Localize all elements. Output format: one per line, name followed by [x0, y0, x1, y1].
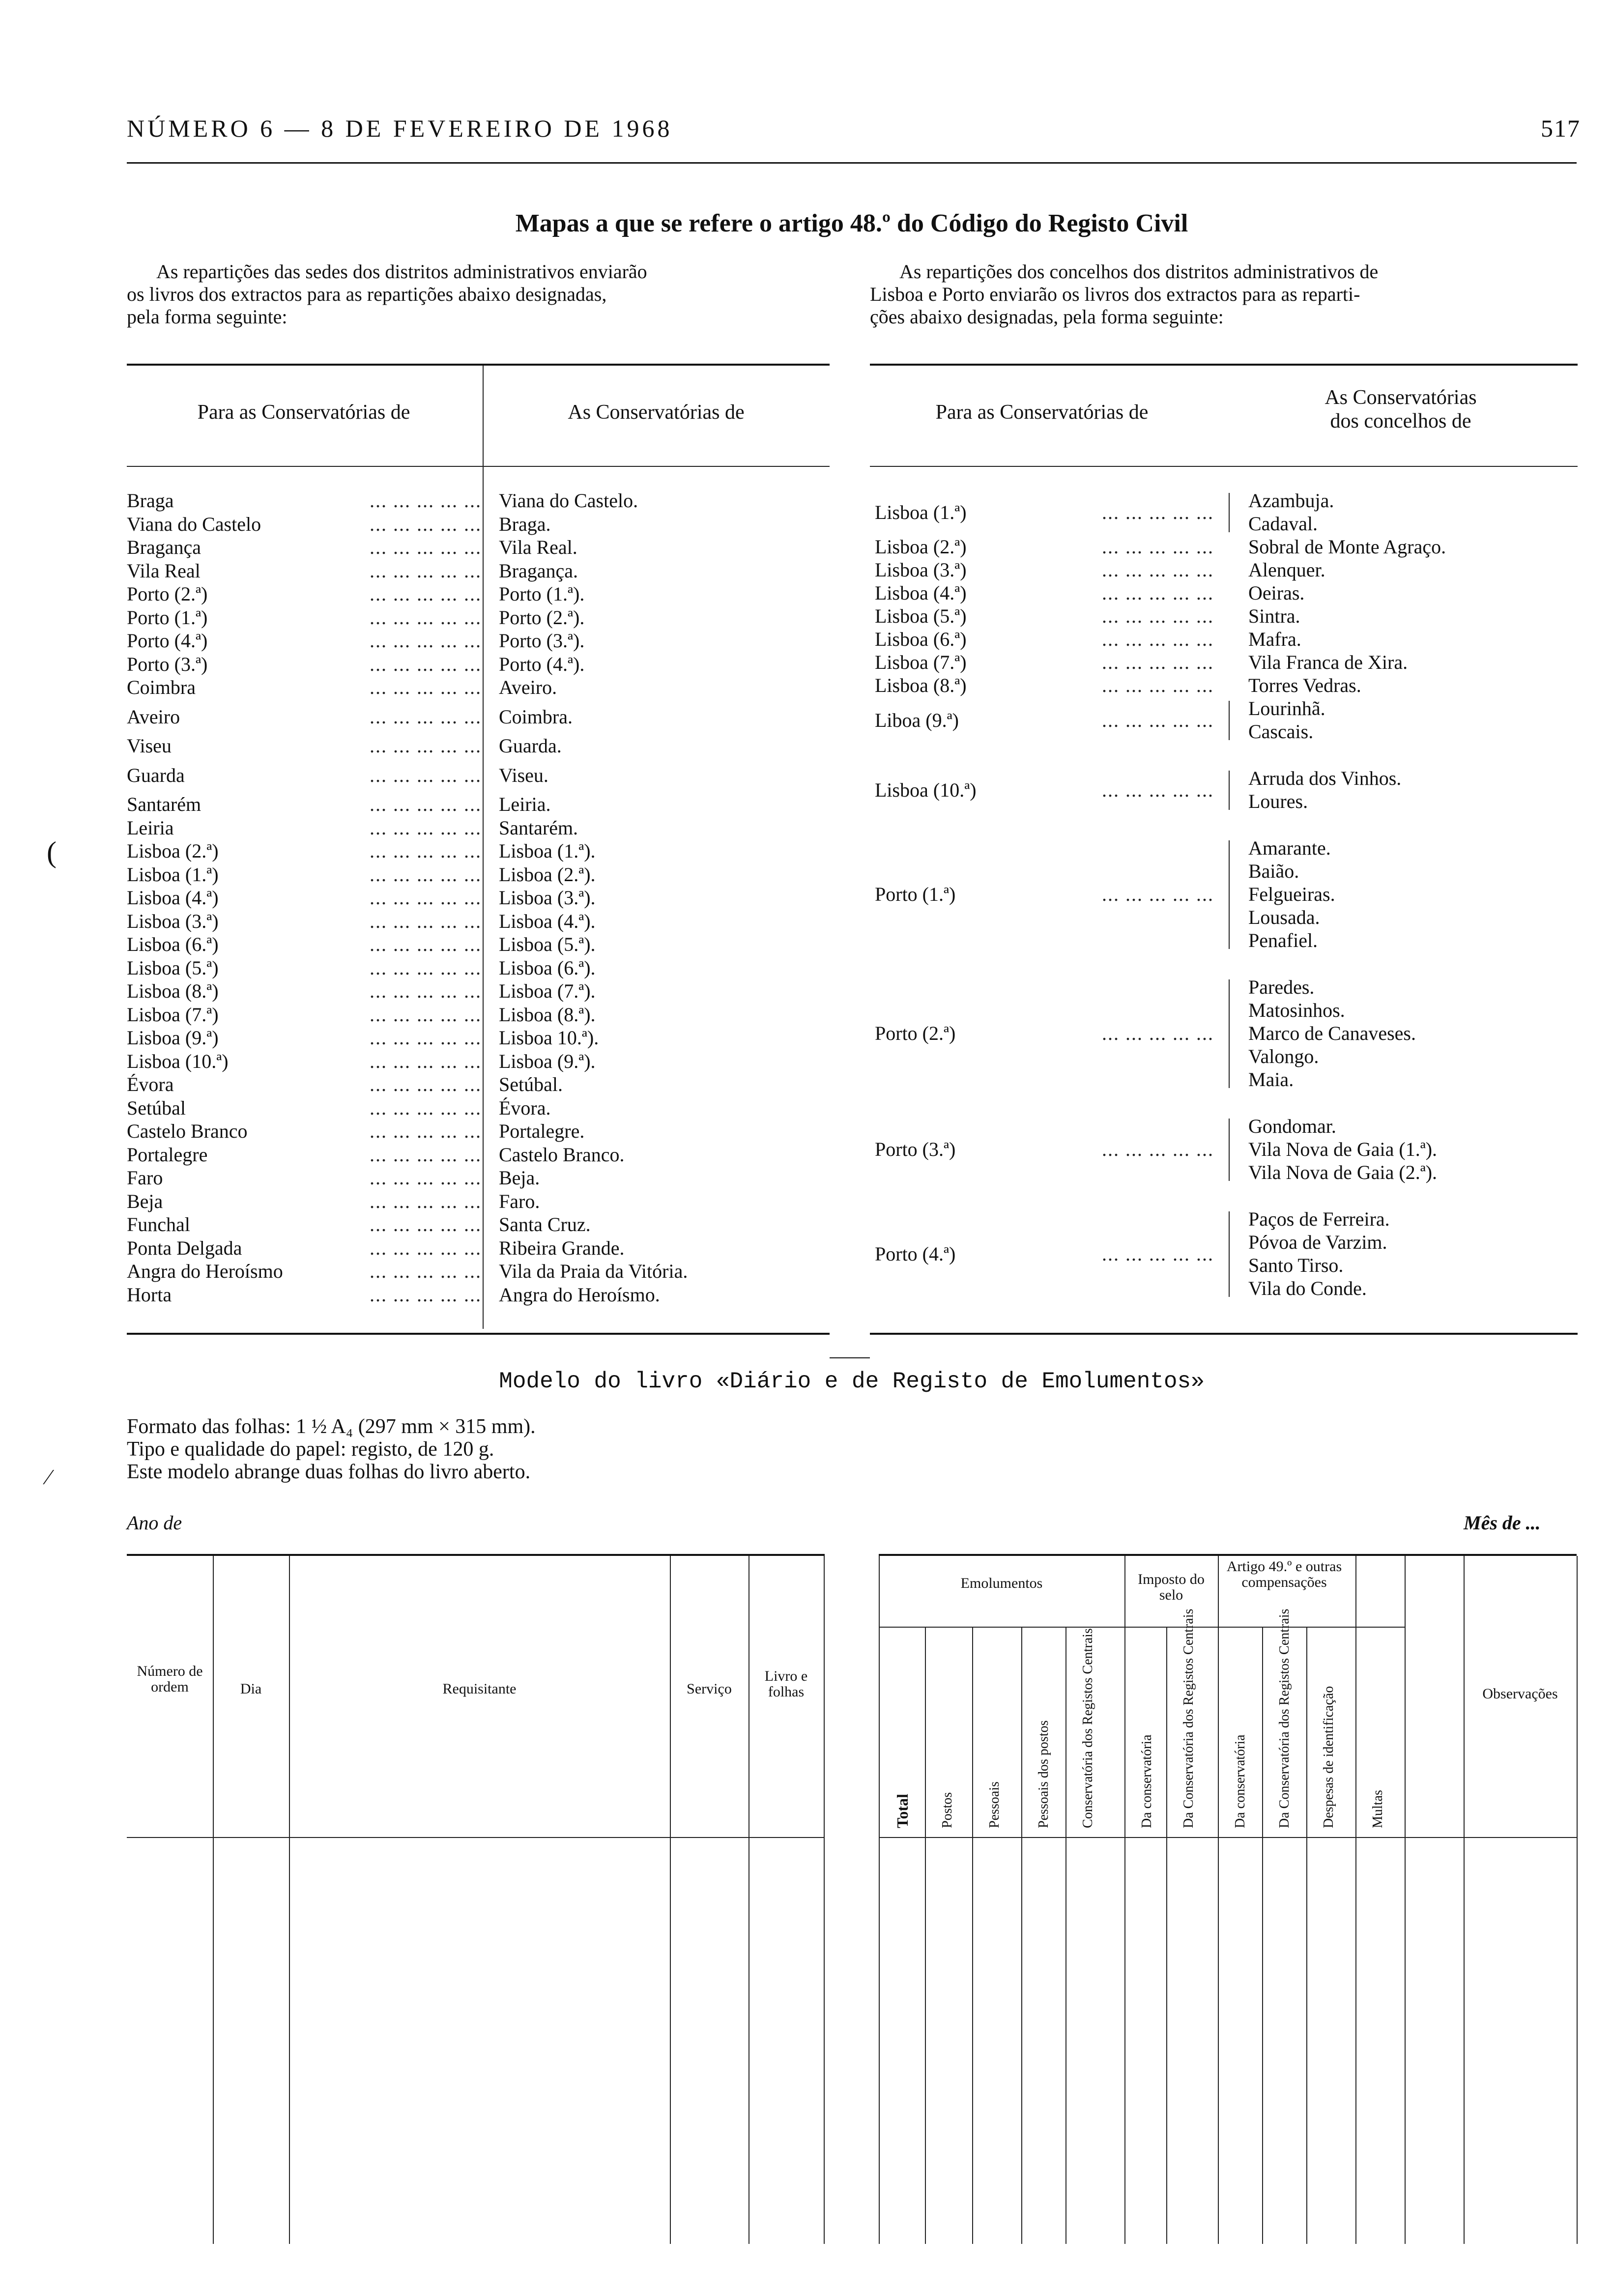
section-title: Mapas a que se refere o artigo 48.º do Código do Registo Civil: [515, 209, 1188, 237]
left-row-target: Ribeira Grande.: [499, 1236, 625, 1259]
page-number: 517: [1541, 115, 1581, 142]
right-row-item: Amarante.: [1248, 837, 1331, 859]
left-row-leader: ... ... ... ... ...: [370, 735, 482, 757]
right-row-item: Póvoa de Varzim.: [1248, 1231, 1387, 1253]
right-row-item: Oeiras.: [1248, 582, 1305, 604]
left-table-col2-header: As Conservatórias de: [568, 401, 745, 424]
right-row-name: Lisboa (8.ª): [875, 674, 967, 696]
ledger-vertical-col: Total: [893, 1794, 911, 1828]
intro-right-line-2: Lisboa e Porto enviarão os livros dos extractos para as reparti-: [870, 283, 1360, 305]
right-row-brace: [1229, 979, 1230, 1088]
left-row-name: Guarda: [127, 764, 185, 786]
group-artigo-49: Artigo 49.º e outras compensações: [1226, 1558, 1342, 1590]
ledger-separator: [1464, 1556, 1465, 2244]
left-row-name: Castelo Branco: [127, 1120, 248, 1142]
left-row-name: Portalegre: [127, 1143, 208, 1166]
left-row-target: Vila Real.: [499, 536, 577, 558]
left-row-target: Guarda.: [499, 735, 562, 757]
left-row-leader: ... ... ... ... ...: [370, 583, 482, 605]
left-row-target: Viana do Castelo.: [499, 489, 638, 512]
right-row-item: Felgueiras.: [1248, 883, 1335, 905]
header-rule: [127, 162, 1577, 164]
left-row-target: Lisboa (6.ª).: [499, 956, 596, 979]
ledger-vertical-col: Postos: [940, 1792, 955, 1828]
col-livro-folhas: Livro e folhas: [764, 1668, 808, 1700]
left-row-target: Leiria.: [499, 793, 551, 815]
right-row-name: Liboa (9.ª): [875, 709, 959, 731]
left-table-top-rule: [127, 364, 830, 366]
ledger-separator: [972, 1627, 973, 2244]
ledger-group-rule: [879, 1627, 1405, 1628]
right-row-brace: [1229, 840, 1230, 949]
left-row-target: Castelo Branco.: [499, 1143, 625, 1166]
left-row-leader: ... ... ... ... ...: [370, 653, 482, 675]
left-row-name: Horta: [127, 1283, 172, 1306]
left-row-leader: ... ... ... ... ...: [370, 1096, 482, 1119]
col-dia: Dia: [240, 1681, 262, 1697]
left-row-target: Aveiro.: [499, 676, 557, 698]
right-table-header-rule: [870, 466, 1578, 467]
model-title: Modelo do livro «Diário e de Registo de Emolumentos»: [499, 1369, 1205, 1394]
left-row-target: Santarém.: [499, 816, 578, 839]
left-row-leader: ... ... ... ... ...: [370, 1190, 482, 1212]
left-row-leader: ... ... ... ... ...: [370, 1236, 482, 1259]
left-row-target: Porto (4.ª).: [499, 653, 585, 675]
left-row-name: Viana do Castelo: [127, 513, 261, 535]
mes-label: Mês de ...: [1464, 1512, 1541, 1534]
ledger-vertical-col: Da Conservatória dos Registos Centrais: [1277, 1608, 1292, 1828]
right-row-item: Maia.: [1248, 1068, 1294, 1091]
right-row-item: Vila Nova de Gaia (2.ª).: [1248, 1161, 1438, 1183]
left-row-leader: ... ... ... ... ...: [370, 536, 482, 558]
left-row-name: Lisboa (5.ª): [127, 956, 219, 979]
right-row-leader: ... ... ... ... ...: [1102, 709, 1214, 731]
left-row-target: Porto (2.ª).: [499, 606, 585, 629]
left-row-target: Porto (1.ª).: [499, 583, 585, 605]
intro-left-line-1: As repartições das sedes dos distritos administrativos enviarão: [156, 260, 647, 283]
ledger-separator: [1124, 1556, 1125, 2244]
left-row-target: Braga.: [499, 513, 551, 535]
right-row-name: Porto (4.ª): [875, 1242, 956, 1265]
left-table-header-rule: [127, 466, 830, 467]
left-row-target: Lisboa (2.ª).: [499, 863, 596, 886]
right-row-name: Lisboa (7.ª): [875, 651, 967, 673]
right-row-brace: [1229, 1211, 1230, 1297]
left-row-target: Faro.: [499, 1190, 540, 1212]
right-row-item: Azambuja.: [1248, 489, 1334, 512]
left-row-target: Lisboa (9.ª).: [499, 1050, 596, 1072]
ledger-separator: [1166, 1627, 1167, 2244]
left-row-target: Lisboa (7.ª).: [499, 980, 596, 1002]
left-row-name: Beja: [127, 1190, 163, 1212]
right-row-brace: [1229, 771, 1230, 810]
left-row-target: Angra do Heroísmo.: [499, 1283, 660, 1306]
left-row-leader: ... ... ... ... ...: [370, 793, 482, 815]
left-row-target: Lisboa 10.ª).: [499, 1027, 599, 1049]
left-row-leader: ... ... ... ... ...: [370, 1260, 482, 1282]
left-row-leader: ... ... ... ... ...: [370, 1283, 482, 1306]
right-row-item: Loures.: [1248, 790, 1308, 812]
right-row-name: Porto (2.ª): [875, 1022, 956, 1044]
ledger-vertical-col: Pessoais dos postos: [1036, 1720, 1051, 1828]
ledger-left-sep-1: [213, 1556, 214, 2244]
right-row-item: Lourinhã.: [1248, 697, 1325, 719]
left-row-name: Faro: [127, 1167, 163, 1189]
left-row-name: Porto (4.ª): [127, 630, 208, 652]
ledger-vertical-col: Despesas de identificação: [1321, 1686, 1336, 1828]
left-row-leader: ... ... ... ... ...: [370, 887, 482, 909]
left-row-leader: ... ... ... ... ...: [370, 705, 482, 728]
right-row-item: Sobral de Monte Agraço.: [1248, 536, 1446, 558]
right-row-name: Porto (1.ª): [875, 883, 956, 905]
left-row-name: Vila Real: [127, 559, 201, 582]
ledger-separator: [1065, 1627, 1066, 2244]
left-row-name: Lisboa (6.ª): [127, 933, 219, 955]
margin-mark: (: [47, 836, 57, 868]
left-row-leader: ... ... ... ... ...: [370, 559, 482, 582]
right-row-item: Marco de Canaveses.: [1248, 1022, 1416, 1044]
left-row-leader: ... ... ... ... ...: [370, 1143, 482, 1166]
left-row-name: Santarém: [127, 793, 202, 815]
left-row-name: Lisboa (3.ª): [127, 910, 219, 932]
left-row-leader: ... ... ... ... ...: [370, 630, 482, 652]
col-requisitante: Requisitante: [442, 1681, 517, 1697]
ledger-separator: [1218, 1556, 1219, 2244]
left-row-leader: ... ... ... ... ...: [370, 513, 482, 535]
left-table-col1-header: Para as Conservatórias de: [197, 401, 410, 424]
left-row-name: Lisboa (1.ª): [127, 863, 219, 886]
left-row-target: Lisboa (5.ª).: [499, 933, 596, 955]
left-row-leader: ... ... ... ... ...: [370, 489, 482, 512]
left-row-name: Setúbal: [127, 1096, 186, 1119]
right-row-item: Gondomar.: [1248, 1115, 1336, 1137]
ledger-left-sep-2: [289, 1556, 290, 2244]
left-row-name: Lisboa (8.ª): [127, 980, 219, 1002]
left-row-leader: ... ... ... ... ...: [370, 764, 482, 786]
left-row-name: Aveiro: [127, 705, 180, 728]
right-row-item: Cadaval.: [1248, 513, 1318, 535]
left-row-name: Ponta Delgada: [127, 1236, 242, 1259]
ledger-separator: [1262, 1627, 1263, 2244]
ledger-vertical-col: Da conservatória: [1139, 1734, 1154, 1828]
model-spec-paper: Tipo e qualidade do papel: registo, de 120 g.: [127, 1438, 494, 1461]
section-separator: [830, 1357, 870, 1358]
left-row-target: Viseu.: [499, 764, 548, 786]
right-row-item: Vila Franca de Xira.: [1248, 651, 1408, 673]
left-row-target: Lisboa (8.ª).: [499, 1003, 596, 1026]
page-header: NÚMERO 6 — 8 DE FEVEREIRO DE 1968: [127, 115, 673, 142]
left-row-target: Setúbal.: [499, 1073, 563, 1095]
left-row-leader: ... ... ... ... ...: [370, 956, 482, 979]
right-row-item: Penafiel.: [1248, 929, 1318, 951]
left-row-leader: ... ... ... ... ...: [370, 933, 482, 955]
ledger-left-sep-4: [748, 1556, 749, 2244]
left-row-leader: ... ... ... ... ...: [370, 1120, 482, 1142]
right-row-leader: ... ... ... ... ...: [1102, 1022, 1214, 1044]
left-row-target: Lisboa (3.ª).: [499, 887, 596, 909]
right-row-name: Lisboa (4.ª): [875, 582, 967, 604]
right-row-leader: ... ... ... ... ...: [1102, 883, 1214, 905]
right-row-item: Mafra.: [1248, 628, 1301, 650]
left-row-name: Coimbra: [127, 676, 196, 698]
col-numero-ordem: Número de ordem: [137, 1663, 203, 1695]
right-row-item: Vila do Conde.: [1248, 1277, 1367, 1299]
ledger-left-header-rule: [127, 1837, 825, 1838]
right-row-item: Cascais.: [1248, 720, 1314, 743]
right-row-name: Lisboa (5.ª): [875, 605, 967, 627]
right-table-col2-header: [1224, 386, 1578, 433]
right-row-name: Porto (3.ª): [875, 1138, 956, 1160]
ledger-left-top-rule: [127, 1554, 825, 1556]
ledger-vertical-col: Da Conservatória dos Registos Centrais: [1181, 1608, 1196, 1828]
left-row-name: Lisboa (10.ª): [127, 1050, 229, 1072]
left-row-target: Santa Cruz.: [499, 1213, 591, 1235]
right-table-top-rule: [870, 364, 1578, 366]
right-row-item: Paredes.: [1248, 976, 1315, 998]
left-table-bottom-rule: [127, 1333, 830, 1335]
left-row-target: Beja.: [499, 1167, 540, 1189]
ledger-separator: [1405, 1556, 1406, 2244]
margin-mark-2: ⁄: [47, 1465, 51, 1489]
left-row-name: Lisboa (4.ª): [127, 887, 219, 909]
ledger-separator: [1577, 1556, 1578, 2244]
left-row-name: Porto (1.ª): [127, 606, 208, 629]
left-row-leader: ... ... ... ... ...: [370, 816, 482, 839]
right-row-leader: ... ... ... ... ...: [1102, 628, 1214, 650]
right-row-leader: ... ... ... ... ...: [1102, 501, 1214, 523]
right-row-item: Lousada.: [1248, 906, 1320, 928]
right-table-bottom-rule: [870, 1333, 1578, 1335]
ledger-left-right-edge: [824, 1556, 825, 2244]
left-row-target: Évora.: [499, 1096, 551, 1119]
left-row-leader: ... ... ... ... ...: [370, 676, 482, 698]
col-observacoes: Observações: [1482, 1686, 1558, 1702]
ledger-left-sep-3: [670, 1556, 671, 2244]
ledger-separator: [1306, 1627, 1307, 2244]
group-emolumentos: Emolumentos: [960, 1575, 1043, 1591]
ledger-separator: [1355, 1556, 1356, 2244]
ledger-separator: [925, 1627, 926, 2244]
left-row-name: Porto (2.ª): [127, 583, 208, 605]
left-row-name: Viseu: [127, 735, 172, 757]
right-row-leader: ... ... ... ... ...: [1102, 559, 1214, 581]
model-spec-scope: Este modelo abrange duas folhas do livro aberto.: [127, 1461, 531, 1483]
ano-label: Ano de: [127, 1512, 182, 1534]
left-row-leader: ... ... ... ... ...: [370, 1167, 482, 1189]
right-row-name: Lisboa (3.ª): [875, 559, 967, 581]
intro-left-line-3: pela forma seguinte:: [127, 306, 288, 328]
left-row-name: Porto (3.ª): [127, 653, 208, 675]
intro-right: [870, 260, 1578, 328]
ledger-vertical-col: Da conservatória: [1233, 1734, 1248, 1828]
intro-left: [127, 260, 830, 328]
right-row-name: Lisboa (6.ª): [875, 628, 967, 650]
right-row-brace: [1229, 493, 1230, 532]
right-row-item: Paços de Ferreira.: [1248, 1208, 1390, 1230]
left-row-leader: ... ... ... ... ...: [370, 1073, 482, 1095]
left-row-leader: ... ... ... ... ...: [370, 863, 482, 886]
col-servico: Serviço: [687, 1681, 732, 1697]
left-row-name: Leiria: [127, 816, 174, 839]
ledger-right-left-edge: [879, 1556, 880, 2244]
left-row-name: Lisboa (7.ª): [127, 1003, 219, 1026]
right-table-col1-header: Para as Conservatórias de: [935, 401, 1149, 424]
left-row-target: Bragança.: [499, 559, 578, 582]
group-imposto-selo: Imposto do selo: [1138, 1571, 1205, 1603]
left-table-divider: [483, 366, 484, 1329]
right-row-item: Arruda dos Vinhos.: [1248, 767, 1402, 789]
left-row-leader: ... ... ... ... ...: [370, 1027, 482, 1049]
left-row-target: Vila da Praia da Vitória.: [499, 1260, 688, 1282]
left-row-leader: ... ... ... ... ...: [370, 1213, 482, 1235]
ledger-vertical-col: Pessoais: [987, 1781, 1002, 1828]
left-row-target: Porto (3.ª).: [499, 630, 585, 652]
left-row-name: Angra do Heroísmo: [127, 1260, 283, 1282]
left-row-leader: ... ... ... ... ...: [370, 1050, 482, 1072]
left-row-name: Funchal: [127, 1213, 190, 1235]
left-row-target: Portalegre.: [499, 1120, 585, 1142]
right-row-item: Matosinhos.: [1248, 999, 1345, 1021]
left-row-name: Lisboa (2.ª): [127, 840, 219, 862]
ledger-separator: [1021, 1627, 1022, 2244]
right-row-item: Sintra.: [1248, 605, 1300, 627]
right-row-leader: ... ... ... ... ...: [1102, 536, 1214, 558]
left-row-target: Coimbra.: [499, 705, 573, 728]
right-row-brace: [1229, 701, 1230, 740]
right-row-name: Lisboa (2.ª): [875, 536, 967, 558]
ledger-vertical-col: Conservatória dos Registos Centrais: [1080, 1628, 1095, 1828]
left-row-leader: ... ... ... ... ...: [370, 1003, 482, 1026]
right-row-name: Lisboa (1.ª): [875, 501, 967, 523]
left-row-name: Lisboa (9.ª): [127, 1027, 219, 1049]
ledger-right-top-rule: [879, 1554, 1577, 1556]
left-row-name: Évora: [127, 1073, 174, 1095]
right-row-leader: ... ... ... ... ...: [1102, 605, 1214, 627]
right-row-leader: ... ... ... ... ...: [1102, 1138, 1214, 1160]
left-row-name: Braga: [127, 489, 174, 512]
right-table-col2-header-line2: dos concelhos de: [1330, 410, 1471, 432]
right-row-leader: ... ... ... ... ...: [1102, 674, 1214, 696]
right-row-leader: ... ... ... ... ...: [1102, 582, 1214, 604]
right-row-leader: ... ... ... ... ...: [1102, 778, 1214, 801]
left-row-leader: ... ... ... ... ...: [370, 980, 482, 1002]
left-row-leader: ... ... ... ... ...: [370, 840, 482, 862]
intro-left-line-2: os livros dos extractos para as repartições abaixo designadas,: [127, 283, 607, 305]
right-row-item: Vila Nova de Gaia (1.ª).: [1248, 1138, 1438, 1160]
model-specs: [127, 1415, 536, 1483]
left-row-leader: ... ... ... ... ...: [370, 910, 482, 932]
left-row-target: Lisboa (4.ª).: [499, 910, 596, 932]
right-row-item: Alenquer.: [1248, 559, 1325, 581]
right-row-leader: ... ... ... ... ...: [1102, 1242, 1214, 1265]
intro-right-line-3: ções abaixo designadas, pela forma seguinte:: [870, 306, 1224, 328]
right-row-item: Santo Tirso.: [1248, 1254, 1344, 1276]
left-row-leader: ... ... ... ... ...: [370, 606, 482, 629]
right-row-leader: ... ... ... ... ...: [1102, 651, 1214, 673]
ledger-vertical-col: Multas: [1370, 1790, 1385, 1828]
right-row-item: Torres Vedras.: [1248, 674, 1361, 696]
left-row-target: Lisboa (1.ª).: [499, 840, 596, 862]
right-row-brace: [1229, 1119, 1230, 1181]
model-spec-format: Formato das folhas: 1 ½ A₄ (297 mm × 315 mm).: [127, 1415, 536, 1438]
right-row-item: Valongo.: [1248, 1045, 1319, 1067]
right-row-name: Lisboa (10.ª): [875, 778, 977, 801]
ledger-right-header-rule: [879, 1837, 1577, 1838]
right-table-col2-header-line1: As Conservatórias: [1324, 386, 1477, 409]
left-row-name: Bragança: [127, 536, 202, 558]
right-row-item: Baião.: [1248, 860, 1299, 882]
intro-right-line-1: As repartições dos concelhos dos distritos administrativos de: [899, 260, 1379, 283]
